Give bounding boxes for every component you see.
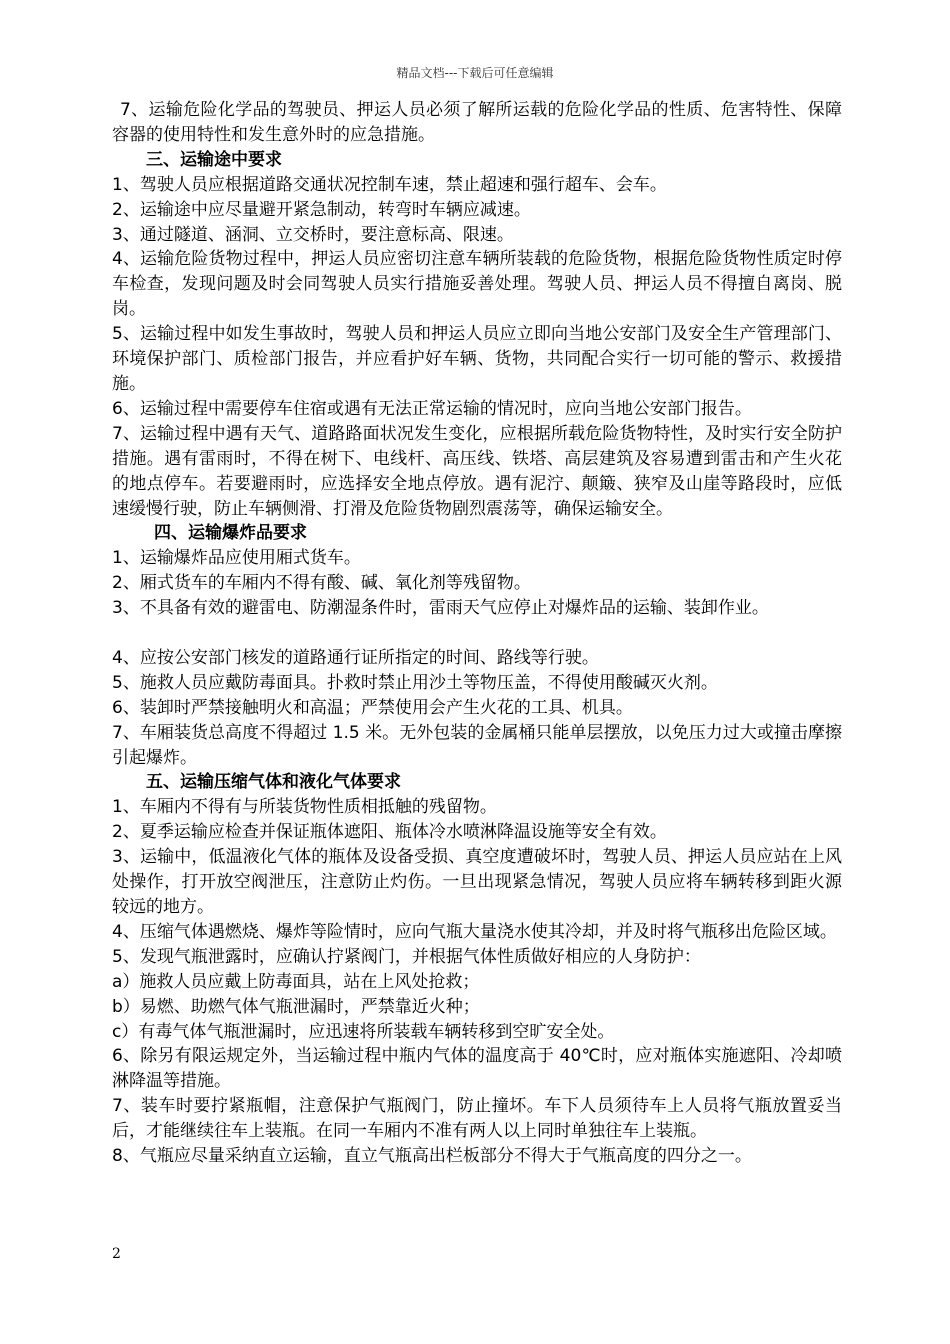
paragraph: 4、压缩气体遇燃烧、爆炸等险情时，应向气瓶大量浇水使其冷却，并及时将气瓶移出危险区域。 bbox=[112, 921, 837, 942]
section-heading: 五、运输压缩气体和液化气体要求 bbox=[146, 772, 401, 793]
paragraph: 8、气瓶应尽量采纳直立运输，直立气瓶高出栏板部分不得大于气瓶高度的四分之一。 bbox=[112, 1146, 752, 1167]
paragraph: 4、应按公安部门核发的道路通行证所指定的时间、路线等行驶。 bbox=[112, 647, 599, 668]
paragraph: 5、施救人员应戴防毒面具。扑救时禁止用沙土等物压盖，不得使用酸碱灭火剂。 bbox=[112, 672, 718, 693]
blank-line bbox=[112, 621, 842, 646]
page-header: 精品文档---下载后可任意编辑 bbox=[396, 66, 554, 80]
paragraph: 1、驾驶人员应根据道路交通状况控制车速，禁止超速和强行超车、会车。 bbox=[112, 174, 667, 195]
paragraph: 6、运输过程中需要停车住宿或遇有无法正常运输的情况时，应向当地公安部门报告。 bbox=[112, 398, 752, 419]
paragraph: 3、通过隧道、涵洞、立交桥时，要注意标高、限速。 bbox=[112, 224, 514, 245]
paragraph: 7、运输危险化学品的驾驶员、押运人员必须了解所运载的危险化学品的性质、危害特性、保障容器的使用特性和发生意外时的应急措施。 bbox=[112, 100, 842, 145]
page-number: 2 bbox=[112, 1246, 121, 1262]
paragraph: 5、发现气瓶泄露时，应确认拧紧阀门，并根据气体性质做好相应的人身防护： bbox=[112, 946, 701, 967]
document-body bbox=[112, 98, 842, 1169]
paragraph: 7、运输过程中遇有天气、道路路面状况发生变化，应根据所载危险货物特性，及时实行安全防护措施。遇有雷雨时，不得在树下、电线杆、高压线、铁塔、高层建筑及容易遭到雷击和产生火花的地点停车。若要避雨时，应选择安全地点停放。遇有泥泞、颠簸、狭窄及山崖等路段时，应低速缓慢行驶，防止车辆侧滑、打滑及危险货物剧烈震荡等，确保运输安全。 bbox=[112, 423, 842, 519]
list-item: c）有毒气体气瓶泄漏时，应迅速将所装载车辆转移到空旷安全处。 bbox=[112, 1021, 615, 1042]
list-item: b）易燃、助燃气体气瓶泄漏时，严禁靠近火种； bbox=[112, 996, 480, 1017]
paragraph: 6、除另有限运规定外，当运输过程中瓶内气体的温度高于 40℃时，应对瓶体实施遮阳、冷却喷淋降温等措施。 bbox=[112, 1046, 842, 1092]
paragraph: 7、装车时要拧紧瓶帽，注意保护气瓶阀门，防止撞坏。车下人员须待车上人员将气瓶放置妥当后，才能继续往车上装瓶。在同一车厢内不准有两人以上同时单独往车上装瓶。 bbox=[112, 1096, 842, 1142]
paragraph: 5、运输过程中如发生事故时，驾驶人员和押运人员应立即向当地公安部门及安全生产管理部门、环境保护部门、质检部门报告，并应看护好车辆、货物，共同配合实行一切可能的警示、救援措施。 bbox=[112, 324, 842, 394]
paragraph: 2、运输途中应尽量避开紧急制动，转弯时车辆应减速。 bbox=[112, 199, 531, 220]
paragraph: 7、车厢装货总高度不得超过 1.5 米。无外包装的金属桶只能单层摆放，以免压力过大或撞击摩擦引起爆炸。 bbox=[112, 722, 842, 768]
paragraph: 6、装卸时严禁接触明火和高温；严禁使用会产生火花的工具、机具。 bbox=[112, 697, 633, 718]
paragraph: 3、不具备有效的避雷电、防潮湿条件时，雷雨天气应停止对爆炸品的运输、装卸作业。 bbox=[112, 598, 769, 619]
paragraph: 3、运输中，低温液化气体的瓶体及设备受损、真空度遭破坏时，驾驶人员、押运人员应站在上风处操作，打开放空阀泄压，注意防止灼伤。一旦出现紧急情况，驾驶人员应将车辆转移到距火源较远的地方。 bbox=[112, 847, 842, 917]
paragraph: 2、夏季运输应检查并保证瓶体遮阳、瓶体冷水喷淋降温设施等安全有效。 bbox=[112, 822, 667, 843]
paragraph: 1、车厢内不得有与所装货物性质相抵触的残留物。 bbox=[112, 797, 497, 818]
section-heading: 四、运输爆炸品要求 bbox=[154, 523, 307, 544]
paragraph: 2、厢式货车的车厢内不得有酸、碱、氧化剂等残留物。 bbox=[112, 573, 531, 594]
section-heading: 三、运输途中要求 bbox=[146, 149, 282, 170]
paragraph: 4、运输危险货物过程中，押运人员应密切注意车辆所装载的危险货物，根据危险货物性质定时停车检查，发现问题及时会同驾驶人员实行措施妥善处理。驾驶人员、押运人员不得擅自离岗、脱岗。 bbox=[112, 249, 842, 320]
list-item: a）施救人员应戴上防毒面具，站在上风处抢救； bbox=[112, 971, 480, 992]
paragraph: 1、运输爆炸品应使用厢式货车。 bbox=[112, 548, 361, 569]
